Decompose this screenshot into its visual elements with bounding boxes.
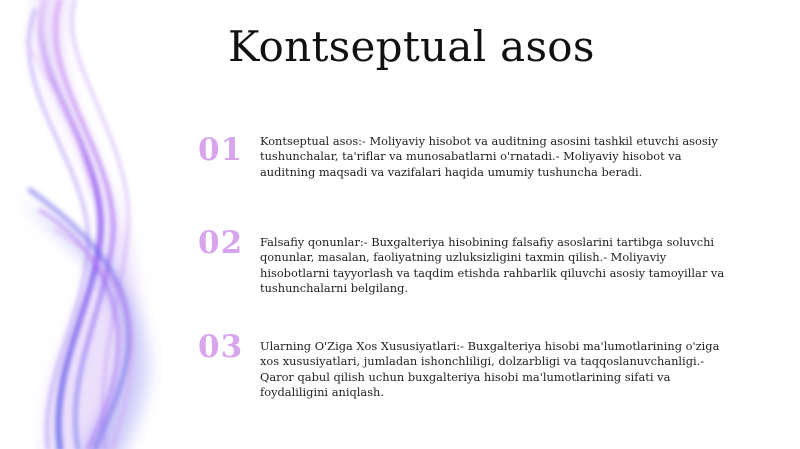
item-number: 03: [198, 329, 244, 365]
item-number: 02: [198, 225, 244, 261]
slide-title: Kontseptual asos: [228, 22, 595, 71]
purple-smoke-decoration: [0, 0, 200, 449]
item-text: Ularning O'Ziga Xos Xususiyatlari:- Buxgalteriya hisobi ma'lumotlarining o'ziga xos xususiyatlari, jumladan ishonchliligi, dolzarbligi va taqqoslanuvchanligi.- Qaror qabul qilish uchun buxgalteriya hisobi ma'lumotlarining sifati va foydaliligini aniqlash.: [260, 339, 720, 400]
item-text: Falsafiy qonunlar:- Buxgalteriya hisobining falsafiy asoslarini tartibga soluvchi qonunlar, masalan, faoliyatning uzluksizligini taxmin qilish.- Moliyaviy hisobotlarni tayyorlash va taqdim etishda rahbarlik qiluvchi asosiy tamoyillar va tushunchalarni belgilang.: [260, 235, 725, 296]
item-number: 01: [198, 132, 244, 168]
item-text: Kontseptual asos:- Moliyaviy hisobot va auditning asosini tashkil etuvchi asosiy tushunchalar, ta'riflar va munosabatlarni o'rnatadi.- Moliyaviy hisobot va auditning maqsadi va vazifalari haqida umumiy tushuncha beradi.: [260, 134, 718, 179]
